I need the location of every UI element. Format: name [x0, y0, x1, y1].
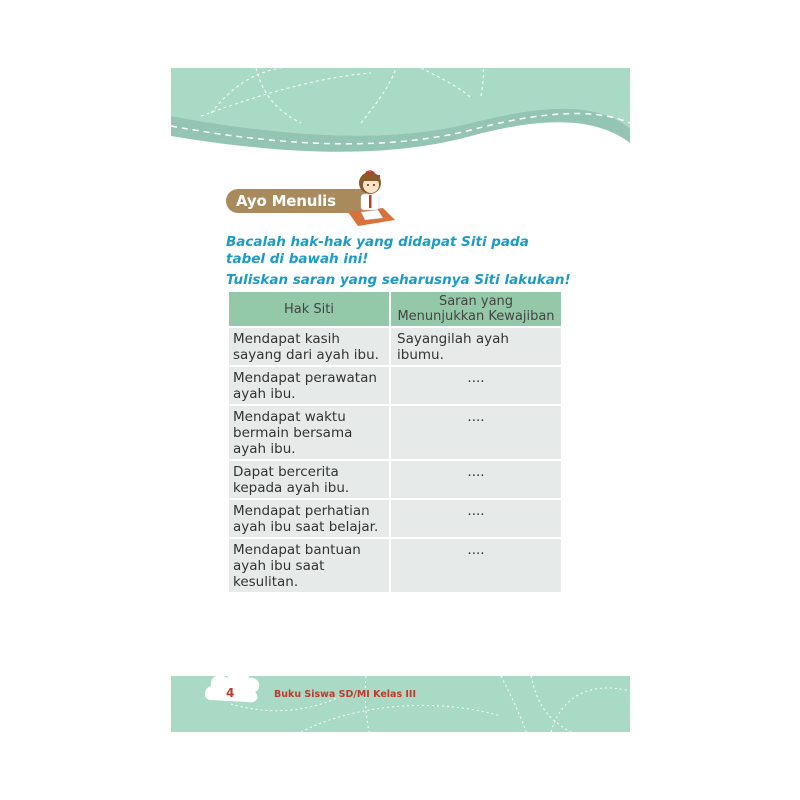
saran-cell: ....: [391, 539, 561, 592]
table-row: [229, 406, 561, 459]
book-title: Buku Siswa SD/MI Kelas III: [274, 689, 417, 700]
saran-cell: ....: [391, 500, 561, 537]
saran-cell: ....: [391, 406, 561, 459]
instructions: [226, 234, 571, 293]
hak-cell: Mendapat perhatian ayah ibu saat belajar.: [229, 500, 389, 537]
hak-cell: Mendapat perawatan ayah ibu.: [229, 367, 389, 404]
table-row: [229, 539, 561, 592]
table-row: [229, 500, 561, 537]
saran-cell: Sayangilah ayah ibumu.: [391, 328, 561, 365]
header-hak-siti: Hak Siti: [229, 292, 389, 326]
saran-cell: ....: [391, 367, 561, 404]
table-row: [229, 328, 561, 365]
hak-cell: Mendapat bantuan ayah ibu saat kesulitan.: [229, 539, 389, 592]
page-number: 4: [226, 686, 235, 700]
saran-cell: ....: [391, 461, 561, 498]
hak-cell: Dapat bercerita kepada ayah ibu.: [229, 461, 389, 498]
rights-duties-table: [227, 290, 563, 594]
table-header-row: [229, 292, 561, 326]
table-row: [229, 367, 561, 404]
header-saran: Saran yang Menunjukkan Kewajiban: [391, 292, 561, 326]
hak-cell: Mendapat kasih sayang dari ayah ibu.: [229, 328, 389, 365]
header-wave-decoration: [171, 68, 630, 178]
hak-cell: Mendapat waktu bermain bersama ayah ibu.: [229, 406, 389, 459]
girl-writing-icon: [343, 168, 398, 230]
section-tag-ayo-menulis: Ayo Menulis: [226, 189, 366, 213]
page-footer: [171, 676, 630, 732]
instruction-read-table: Bacalah hak-hak yang didapat Siti pada tabel di bawah ini!: [226, 234, 529, 267]
table-row: [229, 461, 561, 498]
instruction-write-suggestion: Tuliskan saran yang seharusnya Siti lakukan!: [226, 272, 571, 288]
book-page: [171, 68, 630, 732]
